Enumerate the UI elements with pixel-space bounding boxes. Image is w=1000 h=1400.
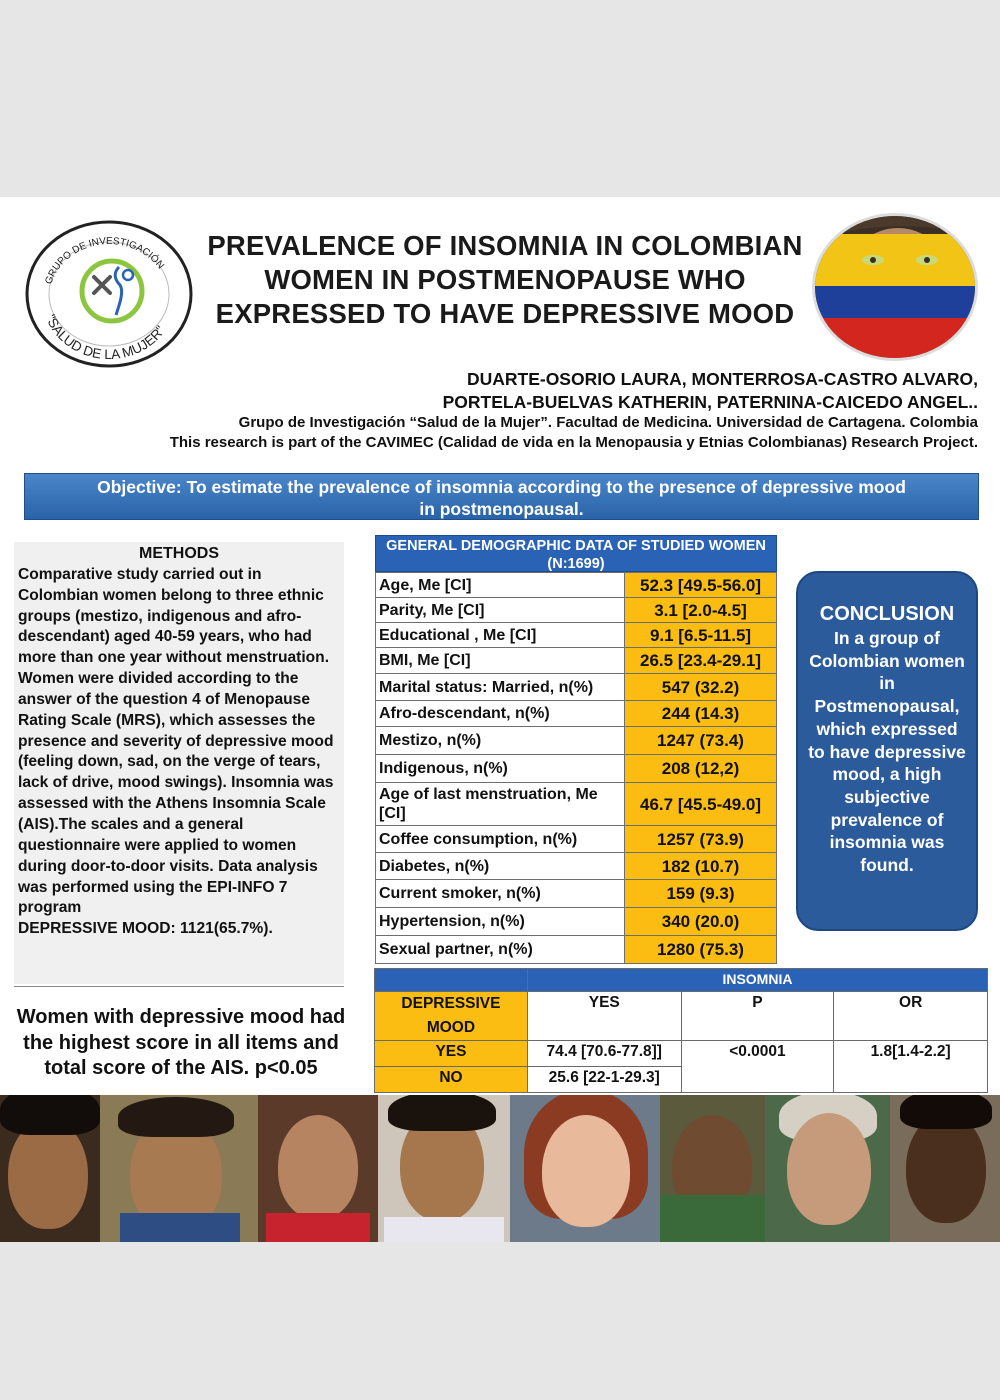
demographics-row bbox=[376, 783, 777, 826]
p-value: <0.0001 bbox=[681, 1041, 834, 1093]
insomnia-corner bbox=[375, 969, 528, 992]
demographics-row bbox=[376, 936, 777, 964]
photo-woman-3 bbox=[258, 1095, 378, 1242]
demographics-row-value: 52.3 [49.5-56.0] bbox=[625, 573, 777, 598]
demographics-row-value: 1257 (73.9) bbox=[625, 826, 777, 853]
demographics-row bbox=[376, 727, 777, 755]
photo-woman-6 bbox=[660, 1095, 765, 1242]
demographics-row bbox=[376, 908, 777, 936]
affiliation bbox=[170, 413, 978, 453]
methods-panel bbox=[14, 542, 344, 984]
demographics-row-label: Parity, Me [CI] bbox=[376, 598, 625, 623]
demographics-row-value: 1280 (75.3) bbox=[625, 936, 777, 964]
demographics-row-value: 3.1 [2.0-4.5] bbox=[625, 598, 777, 623]
affiliation-line-1: Grupo de Investigación “Salud de la Mujer”. Facultad de Medicina. Universidad de Cartagena. Colombia bbox=[238, 414, 978, 431]
demographics-row bbox=[376, 573, 777, 598]
demographics-row-label: Diabetes, n(%) bbox=[376, 853, 625, 880]
methods-divider bbox=[14, 986, 344, 987]
demographics-row-value: 547 (32.2) bbox=[625, 674, 777, 701]
demographics-row-label: Current smoker, n(%) bbox=[376, 880, 625, 908]
demographics-row bbox=[376, 623, 777, 648]
demographics-row-label: Age of last menstruation, Me [CI] bbox=[376, 783, 625, 826]
demographics-row bbox=[376, 598, 777, 623]
row-yes-insomnia: 74.4 [70.6-77.8]] bbox=[527, 1041, 681, 1067]
insomnia-table bbox=[374, 968, 988, 1093]
demographics-row-label: Mestizo, n(%) bbox=[376, 727, 625, 755]
col-yes: YES bbox=[527, 992, 681, 1041]
colombian-flag-face-image bbox=[812, 213, 978, 361]
logo-bottom-text: "SALUD DE LA MUJER" bbox=[42, 312, 169, 363]
demographics-row-value: 159 (9.3) bbox=[625, 880, 777, 908]
demographics-row bbox=[376, 755, 777, 783]
demographics-row-label: Indigenous, n(%) bbox=[376, 755, 625, 783]
demographics-row-value: 244 (14.3) bbox=[625, 701, 777, 727]
photo-woman-1 bbox=[0, 1095, 100, 1242]
row-no-insomnia: 25.6 [22-1-29.3] bbox=[527, 1067, 681, 1093]
poster-title: PREVALENCE OF INSOMNIA IN COLOMBIAN WOMEN IN POSTMENOPAUSE WHO EXPRESSED TO HAVE DEPRESSIVE MOOD bbox=[207, 230, 803, 329]
row-yes-label: YES bbox=[375, 1041, 528, 1067]
demographics-row-value: 9.1 [6.5-11.5] bbox=[625, 623, 777, 648]
authors bbox=[443, 368, 978, 414]
demographics-row bbox=[376, 880, 777, 908]
conclusion-title: CONCLUSION bbox=[819, 603, 955, 625]
odds-ratio: 1.8[1.4-2.2] bbox=[834, 1041, 988, 1093]
key-finding: Women with depressive mood had the highest score in all items and total score of the AIS. p<0.05 bbox=[16, 1006, 346, 1079]
objective-banner bbox=[24, 473, 979, 520]
demographics-row bbox=[376, 674, 777, 701]
demographics-row bbox=[376, 853, 777, 880]
demographics-header: GENERAL DEMOGRAPHIC DATA OF STUDIED WOMEN (N:1699) bbox=[375, 535, 777, 572]
col-p: P bbox=[681, 992, 834, 1041]
demographics-row-value: 340 (20.0) bbox=[625, 908, 777, 936]
demographics-row bbox=[376, 826, 777, 853]
photo-woman-4 bbox=[378, 1095, 510, 1242]
demographics-row-label: Sexual partner, n(%) bbox=[376, 936, 625, 964]
demographics-row bbox=[376, 701, 777, 727]
demographics-row-value: 46.7 [45.5-49.0] bbox=[625, 783, 777, 826]
logo-top-text: GRUPO DE INVESTIGACIÓN bbox=[43, 235, 166, 286]
photo-woman-2 bbox=[100, 1095, 258, 1242]
demographics-row-value: 182 (10.7) bbox=[625, 853, 777, 880]
demographics-row-label: Educational , Me [CI] bbox=[376, 623, 625, 648]
poster bbox=[0, 197, 1000, 1242]
demographics-row-label: Age, Me [CI] bbox=[376, 573, 625, 598]
demographics-row-value: 26.5 [23.4-29.1] bbox=[625, 648, 777, 674]
demographics-row-label: Hypertension, n(%) bbox=[376, 908, 625, 936]
objective-line-2: in postmenopausal. bbox=[419, 499, 584, 519]
authors-line-1: DUARTE-OSORIO LAURA, MONTERROSA-CASTRO ALVARO, bbox=[466, 369, 978, 389]
photo-woman-5 bbox=[510, 1095, 660, 1242]
conclusion-panel bbox=[796, 571, 978, 931]
demographics-row bbox=[376, 648, 777, 674]
demographics-row-label: Marital status: Married, n(%) bbox=[376, 674, 625, 701]
demographics-row-label: BMI, Me [CI] bbox=[376, 648, 625, 674]
row-no-label: NO bbox=[375, 1067, 528, 1093]
methods-heading: METHODS bbox=[139, 545, 219, 562]
conclusion-body: In a group of Colombian women in Postmenopausal, which expressed to have depressive mood, a high subjective prevalence of insomnia was found. bbox=[808, 628, 966, 876]
women-photo-strip bbox=[0, 1095, 1000, 1242]
salud-de-la-mujer-logo bbox=[24, 219, 194, 369]
demographics-table bbox=[375, 535, 777, 964]
demographics-row-value: 208 (12,2) bbox=[625, 755, 777, 783]
methods-body: Comparative study carried out in Colombian women belong to three ethnic groups (mestizo, indigenous and afro-descendant) aged 40-59 years, who had more than one year without menstruation. Women were divided according to the answer of the question 4 of Menopause Rating Scale (MRS), which assesses the presence and severity of depressive mood (feeling down, sad, on the verge of tears, lack of drive, mood swings). Insomnia was assessed with the Athens Insomnia Scale (AIS).The scales and a general questionnaire were applied to women during door-to-door visits. Data analysis was performed using the EPI-INFO 7 program bbox=[18, 565, 334, 917]
objective-line-1: Objective: To estimate the prevalence of insomnia according to the presence of depressive mood bbox=[97, 477, 906, 497]
photo-woman-7 bbox=[765, 1095, 890, 1242]
demographics-row-label: Afro-descendant, n(%) bbox=[376, 701, 625, 727]
depressive-mood-count: DEPRESSIVE MOOD: 1121(65.7%). bbox=[18, 920, 273, 938]
col-or: OR bbox=[834, 992, 988, 1041]
insomnia-header: INSOMNIA bbox=[527, 969, 987, 992]
affiliation-line-2: This research is part of the CAVIMEC (Calidad de vida en la Menopausia y Etnias Colombianas) Research Project. bbox=[169, 434, 978, 451]
demographics-row-value: 1247 (73.4) bbox=[625, 727, 777, 755]
depressive-mood-label: DEPRESSIVE MOOD bbox=[375, 992, 528, 1041]
demographics-row-label: Coffee consumption, n(%) bbox=[376, 826, 625, 853]
photo-woman-8 bbox=[890, 1095, 1000, 1242]
authors-line-2: PORTELA-BUELVAS KATHERIN, PATERNINA-CAICEDO ANGEL.. bbox=[442, 392, 978, 412]
